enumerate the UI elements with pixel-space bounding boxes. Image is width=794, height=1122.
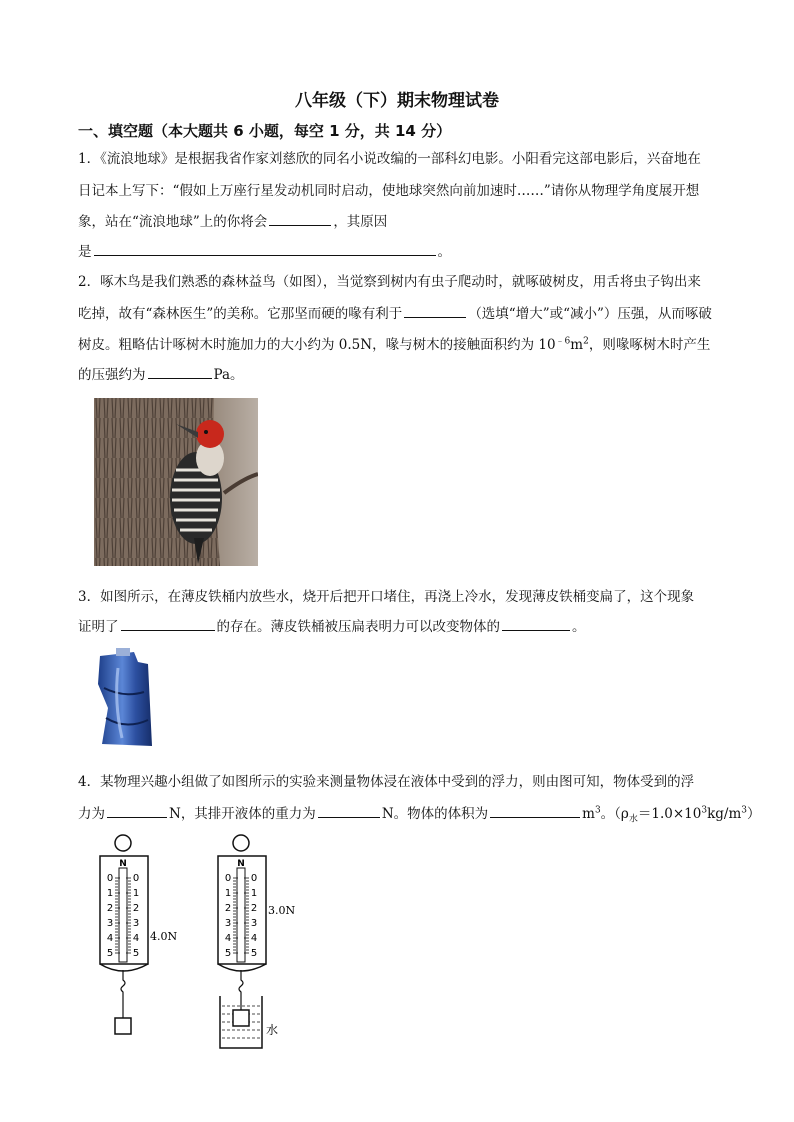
q4-exponent: 3: [594, 805, 601, 816]
q3-blank-2[interactable]: [502, 616, 570, 631]
scale-ring: [115, 835, 131, 851]
q1-text: 。: [437, 244, 451, 260]
q4-blank-1[interactable]: [107, 803, 167, 818]
scale-bottom: [100, 964, 148, 971]
q1-text: ，其原因: [333, 214, 388, 230]
q4-unit: m: [582, 806, 595, 822]
q1-text: 象，站在“流浪地球”上的你将会: [78, 214, 268, 230]
submerged-block: [233, 1010, 249, 1026]
tick-label-right: 3: [250, 918, 258, 929]
scale-tick-labels: [225, 873, 257, 959]
spring-scale-1: [100, 835, 177, 1034]
scale-tube: [237, 868, 245, 962]
q3-line-1: 3．如图所示，在薄皮铁桶内放些水，烧开后把开口堵住，再浇上冷水，发现薄皮铁桶变扁了，这个现象: [78, 589, 695, 605]
tick-label-left: 0: [106, 873, 114, 884]
bird-stripes: [172, 470, 220, 530]
woodpecker-photo: [94, 398, 258, 566]
q3-text: 。: [572, 619, 586, 635]
scale-unit-label: N: [237, 859, 245, 869]
q4-subscript: 水: [628, 814, 638, 825]
object-block: [115, 1018, 131, 1034]
scale-reading-2: 3.0N: [268, 904, 296, 917]
scale-unit-label: N: [119, 859, 127, 869]
q4-blank-2[interactable]: [318, 803, 380, 818]
spring-scale-diagram: [90, 830, 300, 1052]
q3-text: 的存在。薄皮铁桶被压扁表明力可以改变物体的: [216, 619, 500, 635]
scale-bottom: [218, 964, 266, 971]
q4-text: N，其排开液体的重力为: [169, 806, 316, 822]
q2-text: （选填“增大”或“减小”）压强，从而啄破: [468, 306, 712, 322]
q2-blank-1[interactable]: [404, 303, 466, 318]
q3-text: 证明了: [78, 619, 119, 635]
page-title: 八年级（下）期末物理试卷: [295, 91, 499, 111]
q4-line-1: 4．某物理兴趣小组做了如图所示的实验来测量物体浸在液体中受到的浮力，则由图可知，物体受到的浮: [78, 774, 695, 790]
q4-blank-3[interactable]: [490, 803, 580, 818]
tick-label-left: 1: [106, 888, 114, 899]
tick-label-left: 2: [106, 903, 114, 914]
q1-text: 是: [78, 244, 92, 260]
tick-label-right: 2: [132, 903, 140, 914]
tick-label-left: 4: [224, 933, 232, 944]
section-heading: 一、填空题（本大题共 6 小题，每空 1 分，共 14 分）: [78, 122, 452, 140]
tick-label-left: 4: [106, 933, 114, 944]
tick-label-left: 5: [224, 948, 232, 959]
tick-label-right: 0: [132, 873, 140, 884]
tick-label-right: 3: [132, 918, 140, 929]
q2-line-2: [78, 302, 712, 322]
scale-hook: [239, 970, 243, 1010]
q1-line-2: 日记本上写下：“假如上万座行星发动机同时启动，使地球突然向前加速时……”请你从物理学角度展开想: [78, 183, 700, 199]
scale-tube: [119, 868, 127, 962]
q2-text: 吃掉，故有“森林医生”的美称。它那坚而硬的喙有利于: [78, 306, 403, 322]
tick-label-right: 4: [132, 933, 140, 944]
crushed-can: [94, 648, 156, 748]
q4-text: kg/m: [707, 806, 742, 822]
tick-label-right: 5: [250, 948, 258, 959]
tick-label-right: 1: [250, 888, 258, 899]
q1-blank-1[interactable]: [269, 211, 331, 226]
q2-exponent: 2: [583, 336, 589, 347]
tick-label-right: 4: [250, 933, 258, 944]
bird-eye: [204, 430, 208, 434]
q2-line-4: [78, 363, 244, 383]
q4-text: ＝1.0×10: [637, 806, 702, 822]
q1-line-3: [78, 210, 387, 230]
q2-blank-2[interactable]: [148, 364, 212, 379]
q1-line-4: [78, 240, 451, 260]
q3-line-2: [78, 615, 586, 635]
tick-label-right: 2: [250, 903, 258, 914]
tick-label-right: 5: [132, 948, 140, 959]
q2-text: 的压强约为: [78, 367, 146, 383]
q4-text: ）: [746, 806, 761, 822]
q4-text: 。（ρ: [600, 806, 629, 822]
q1-line-1: 1．《流浪地球》是根据我省作家刘慈欣的同名小说改编的一部科幻电影。小阳看完这部电影后，兴奋地在: [78, 151, 701, 167]
q4-exponent: 3: [701, 805, 708, 816]
water-label: 水: [266, 1023, 279, 1037]
q2-text: 树皮。粗略估计啄树木时施加力的大小约为 0.5N，喙与树木的接触面积约为 10: [78, 337, 556, 353]
scale-tick-labels: [107, 873, 139, 959]
q4-text: 力为: [78, 806, 105, 822]
q2-exponent: ﹣6: [555, 336, 571, 347]
tick-label-right: 0: [250, 873, 258, 884]
q3-blank-1[interactable]: [121, 616, 215, 631]
q2-text: Pa。: [213, 367, 244, 383]
q2-line-1: 2．啄木鸟是我们熟悉的森林益鸟（如图），当觉察到树内有虫子爬动时，就啄破树皮，用舌将虫子钩出来: [78, 274, 701, 290]
can-cap: [116, 648, 130, 656]
q2-unit: m: [570, 337, 584, 353]
tick-label-left: 0: [224, 873, 232, 884]
can-body: [98, 652, 152, 746]
q4-line-2: [78, 802, 760, 825]
q2-line-3: [78, 333, 710, 353]
bird-head: [196, 420, 224, 448]
q4-exponent: 3: [741, 805, 747, 816]
q4-text: N。物体的体积为: [381, 806, 489, 822]
tick-label-right: 1: [132, 888, 140, 899]
tick-label-left: 3: [224, 918, 232, 929]
scale-ring: [233, 835, 249, 851]
scale-reading-1: 4.0N: [150, 930, 178, 943]
tick-label-left: 3: [106, 918, 114, 929]
tick-label-left: 5: [106, 948, 114, 959]
q1-blank-2[interactable]: [94, 241, 436, 256]
tick-label-left: 2: [224, 903, 232, 914]
spring-scale-2: [218, 835, 295, 1048]
tick-label-left: 1: [224, 888, 232, 899]
scale-hook: [121, 970, 125, 1018]
q2-text: ，则喙啄树木时产生: [588, 337, 711, 353]
